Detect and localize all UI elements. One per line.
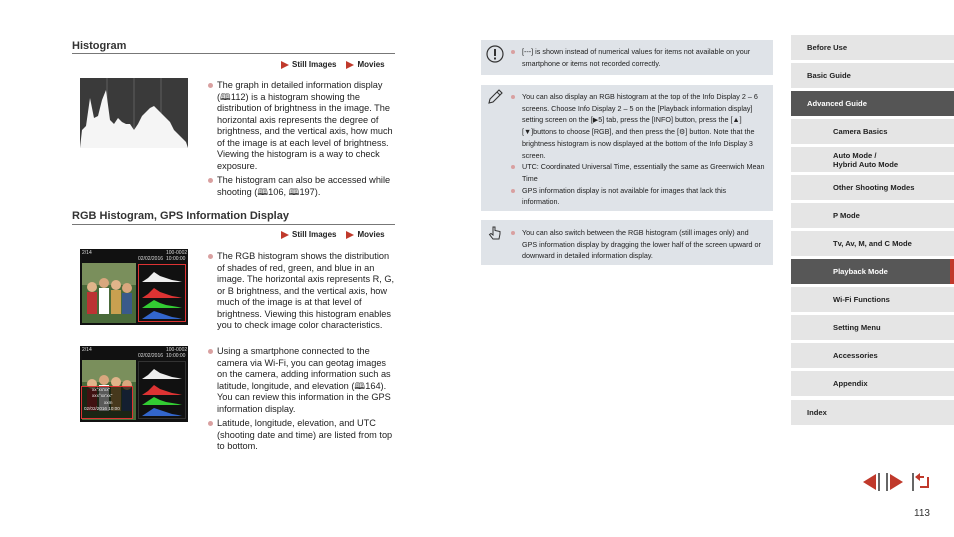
sidebar-item-other-shooting-modes[interactable] xyxy=(791,175,954,201)
rgb-histogram-graph xyxy=(138,361,186,419)
caution-bullet: [---] is shown instead of numerical values for items not available on your smartphone or items not recorded correctly. xyxy=(511,46,763,69)
triangle-icon xyxy=(281,61,289,69)
sidebar-item-label: Camera Basics xyxy=(833,127,888,136)
shot-time: 10:00:00 xyxy=(166,353,186,359)
still-images-badge xyxy=(281,60,336,69)
rgb-histogram-screen xyxy=(80,249,188,325)
sidebar-item-label: Before Use xyxy=(807,43,848,52)
sidebar-item-accessories[interactable] xyxy=(791,343,954,369)
sidebar-item-label: Appendix xyxy=(833,379,868,388)
sidebar-item-appendix[interactable] xyxy=(791,371,954,397)
memo-note xyxy=(481,85,773,211)
triangle-icon xyxy=(346,61,354,69)
sidebar-item-camera-basics[interactable] xyxy=(791,119,954,145)
touch-bullet: You can also switch between the RGB histogram (still images only) and GPS information display by dragging the lower half of the screen upward or downward in detailed information display. xyxy=(511,227,763,262)
still-images-label: Still Images xyxy=(292,230,337,239)
rgb-heading-rule xyxy=(72,224,395,225)
histogram-heading-rule xyxy=(72,53,395,54)
gps-time: 10:00 xyxy=(108,406,120,412)
memo-text xyxy=(511,91,765,208)
histogram-heading: Histogram xyxy=(72,40,127,52)
brightness-histogram-illustration xyxy=(80,78,188,148)
gps-information-screen xyxy=(80,346,188,422)
frame-counter: 2/14 xyxy=(82,347,92,353)
rgb-bullet: The RGB histogram shows the distribution of shades of red, green, and blue in an image. The horizontal axis represents R, G, or B brightness, and the vertical axis, how much of the image is at that level of brightness. Viewing this histogram enables you to check image color characteristics. xyxy=(207,251,397,332)
sidebar-item-auto-mode[interactable] xyxy=(791,147,954,173)
gps-longitude: xxx°xx'xx" xyxy=(92,393,113,399)
sidebar-item-label: Advanced Guide xyxy=(807,99,867,108)
histogram-bullet: The histogram can also be accessed while shooting (🕮106, 🕮197). xyxy=(207,175,397,198)
touch-text xyxy=(511,227,763,262)
gps-elevation: xxm xyxy=(104,399,113,405)
sidebar-item-playback-mode[interactable] xyxy=(791,259,954,285)
rgb-mode-badges xyxy=(281,230,385,239)
next-page-icon[interactable] xyxy=(886,472,906,492)
previous-page-icon[interactable] xyxy=(860,472,880,492)
gps-info-panel xyxy=(81,386,133,419)
sidebar-item-label: Tv, Av, M, and C Mode xyxy=(833,239,912,248)
sidebar-item-wifi-functions[interactable] xyxy=(791,287,954,313)
file-number: 100-0002 xyxy=(166,250,188,256)
pencil-icon xyxy=(486,88,504,106)
sidebar-item-setting-menu[interactable] xyxy=(791,315,954,341)
sidebar-item-p-mode[interactable] xyxy=(791,203,954,229)
rgb-bullets-1 xyxy=(207,251,397,335)
shot-date: 02/02/2016 xyxy=(138,353,164,359)
caution-note xyxy=(481,40,773,75)
caution-text xyxy=(511,46,763,69)
sidebar-item-index[interactable] xyxy=(791,400,954,426)
sidebar-item-label: Auto Mode / Hybrid Auto Mode xyxy=(833,150,899,169)
sidebar-item-label: Accessories xyxy=(833,351,878,360)
gps-date: 02/02/2016 xyxy=(84,406,107,412)
caution-icon xyxy=(486,45,504,63)
still-images-label: Still Images xyxy=(292,60,337,69)
sidebar-item-label: Other Shooting Modes xyxy=(833,183,915,192)
movies-label: Movies xyxy=(357,230,385,239)
memo-bullet: UTC: Coordinated Universal Time, essentially the same as Greenwich Mean Time xyxy=(511,161,765,184)
sidebar-item-tv-av-m-c-mode[interactable] xyxy=(791,231,954,257)
histogram-bullet: The graph in detailed information display (🕮112) is a histogram showing the distribution of brightness in the image. The horizontal axis represents the degree of brightness, and the vertical axis, how much of the image is at each level of brightness. Viewing the histogram is a way to check exposure. xyxy=(207,80,397,172)
page-number: 113 xyxy=(914,508,930,519)
rgb-bullet: Latitude, longitude, elevation, and UTC (shooting date and time) are listed from top to bottom. xyxy=(207,418,397,453)
shot-date: 02/02/2016 xyxy=(138,256,164,262)
sidebar-item-label: Setting Menu xyxy=(833,323,881,332)
sidebar-item-label: Index xyxy=(807,408,827,417)
rgb-bullets-2 xyxy=(207,346,397,456)
sidebar-item-label: P Mode xyxy=(833,211,860,220)
triangle-icon xyxy=(346,231,354,239)
memo-bullet: You can also display an RGB histogram at the top of the Info Display 2 – 6 screens. Choose Info Display 2 – 5 on the [Playback information display] setting screen on the [▶5] tab, press the [INFO] button, press the [▲][▼]buttons to choose [RGB], and then press the [⚙] button. Note that the brightness histogram is now displayed at the bottom of the Info Display 3 screen. xyxy=(511,91,765,161)
memo-bullet: GPS information display is not available for images that lack this information. xyxy=(511,185,765,208)
sidebar-item-label: Wi-Fi Functions xyxy=(833,295,890,304)
sidebar-item-basic-guide[interactable] xyxy=(791,63,954,89)
file-number: 100-0002 xyxy=(166,347,188,353)
gps-datetime xyxy=(84,406,132,412)
histogram-mode-badges xyxy=(281,60,385,69)
return-icon[interactable] xyxy=(912,472,932,492)
sidebar-item-label: Basic Guide xyxy=(807,71,851,80)
movies-label: Movies xyxy=(357,60,385,69)
shot-time: 10:00:00 xyxy=(166,256,186,262)
sidebar-item-before-use[interactable] xyxy=(791,35,954,61)
touch-note xyxy=(481,220,773,265)
movies-badge xyxy=(346,230,384,239)
gps-latitude: xx°xx'xx" xyxy=(92,387,111,392)
movies-badge xyxy=(346,60,384,69)
rgb-heading: RGB Histogram, GPS Information Display xyxy=(72,210,289,222)
triangle-icon xyxy=(281,231,289,239)
touch-icon xyxy=(486,224,504,242)
sidebar-item-advanced-guide[interactable] xyxy=(791,91,954,117)
rgb-bullet: Using a smartphone connected to the camera via Wi-Fi, you can geotag images on the camera, adding information such as latitude, longitude, and elevation (🕮164). You can review this information in the GPS information display. xyxy=(207,346,397,415)
histogram-bullets xyxy=(207,80,397,201)
rgb-histogram-graph xyxy=(138,264,186,322)
still-images-badge xyxy=(281,230,336,239)
sidebar-item-label: Playback Mode xyxy=(833,267,888,276)
frame-counter: 2/14 xyxy=(82,250,92,256)
family-photo xyxy=(82,263,136,323)
